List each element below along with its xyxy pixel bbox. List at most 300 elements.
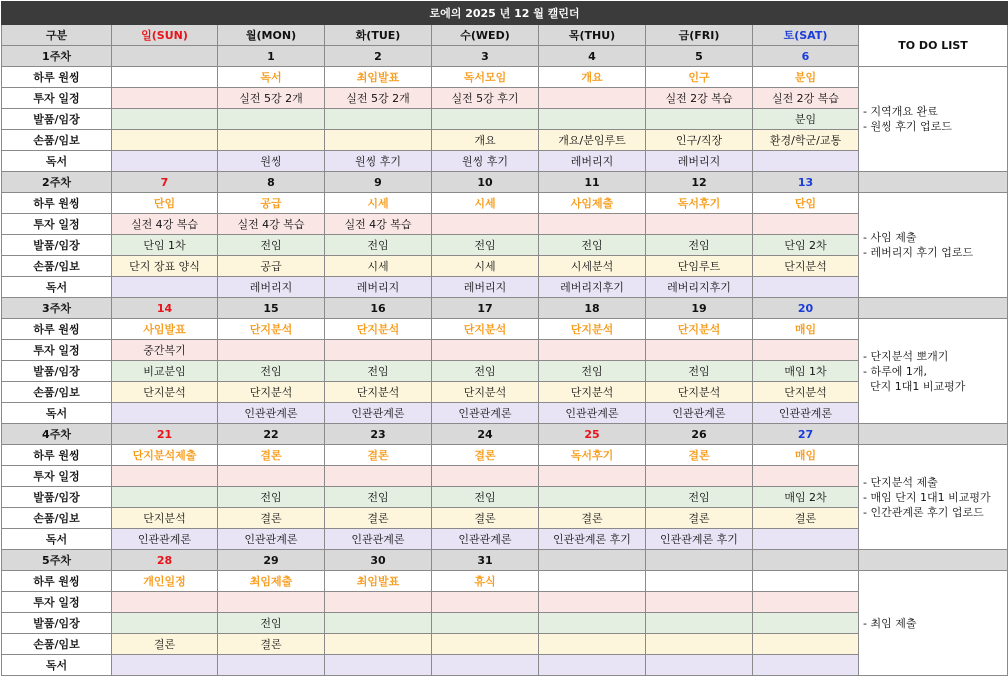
week-row <box>2 424 1008 445</box>
plan-cell[interactable]: 인관관계론 <box>432 529 539 550</box>
daily-event-cell[interactable]: 독서모임 <box>432 67 539 88</box>
plan-cell[interactable]: 전임 <box>325 487 432 508</box>
plan-cell[interactable] <box>218 466 325 487</box>
daily-event-cell[interactable]: 결론 <box>218 445 325 466</box>
plan-cell[interactable] <box>112 613 218 634</box>
header-day-tue: 화(TUE) <box>325 25 432 46</box>
plan-cell[interactable]: 인관관계론 <box>218 529 325 550</box>
todo-item: - 매임 단지 1대1 비교평가 <box>863 490 991 504</box>
plan-cell[interactable]: 인관관계론 <box>432 403 539 424</box>
plan-cell[interactable] <box>112 466 218 487</box>
plan-cell[interactable]: 레버리지 <box>432 277 539 298</box>
plan-cell[interactable]: 실전 5강 2개 <box>325 88 432 109</box>
plan-cell[interactable] <box>539 214 646 235</box>
date-cell[interactable]: 12 <box>646 172 753 193</box>
daily-event-cell[interactable]: 분임 <box>753 67 859 88</box>
date-cell[interactable]: 24 <box>432 424 539 445</box>
date-cell[interactable]: 16 <box>325 298 432 319</box>
date-cell[interactable]: 5 <box>646 46 753 67</box>
plan-cell[interactable] <box>646 613 753 634</box>
date-cell[interactable]: 13 <box>753 172 859 193</box>
plan-cell[interactable] <box>646 634 753 655</box>
plan-cell[interactable] <box>218 592 325 613</box>
plan-cell[interactable]: 단지분석 <box>112 508 218 529</box>
plan-cell[interactable] <box>325 655 432 676</box>
week-label: 4주차 <box>2 424 112 445</box>
date-cell[interactable]: 10 <box>432 172 539 193</box>
plan-cell[interactable] <box>753 214 859 235</box>
plan-row <box>2 466 1008 487</box>
row-label: 투자 일정 <box>2 592 112 613</box>
plan-cell[interactable]: 단지분석 <box>218 382 325 403</box>
daily-event-cell[interactable]: 개요 <box>539 67 646 88</box>
plan-cell[interactable]: 전임 <box>432 487 539 508</box>
plan-cell[interactable] <box>218 130 325 151</box>
plan-row <box>2 340 1008 361</box>
calendar-table <box>1 1 1008 676</box>
plan-cell[interactable] <box>432 109 539 130</box>
plan-cell[interactable] <box>646 592 753 613</box>
header-day-sat: 토(SAT) <box>753 25 859 46</box>
todo-item: - 최임 제출 <box>863 616 917 630</box>
todo-item: - 지역개요 완료 <box>863 105 938 118</box>
plan-cell[interactable] <box>112 487 218 508</box>
plan-cell[interactable]: 인관관계론 <box>325 529 432 550</box>
plan-cell[interactable] <box>432 466 539 487</box>
daily-event-cell[interactable] <box>112 67 218 88</box>
daily-event-cell[interactable]: 사임제출 <box>539 193 646 214</box>
plan-cell[interactable] <box>539 88 646 109</box>
plan-cell[interactable] <box>753 529 859 550</box>
row-label: 독서 <box>2 151 112 172</box>
date-cell[interactable]: 4 <box>539 46 646 67</box>
plan-row <box>2 655 1008 676</box>
plan-row <box>2 67 1008 88</box>
daily-event-cell[interactable]: 독서후기 <box>539 445 646 466</box>
plan-cell[interactable] <box>432 655 539 676</box>
header-day-fri: 금(FRI) <box>646 25 753 46</box>
plan-cell[interactable]: 레버리지후기 <box>646 277 753 298</box>
plan-cell[interactable] <box>753 466 859 487</box>
row-label: 발품/임장 <box>2 487 112 508</box>
plan-cell[interactable]: 인관관계론 <box>325 403 432 424</box>
plan-cell[interactable] <box>539 592 646 613</box>
todo-item: - 사임 제출 <box>863 231 917 244</box>
daily-event-cell[interactable]: 결론 <box>432 445 539 466</box>
plan-row <box>2 109 1008 130</box>
daily-event-cell[interactable]: 최임제출 <box>218 571 325 592</box>
row-label: 발품/임장 <box>2 361 112 382</box>
plan-cell[interactable]: 전임 <box>646 487 753 508</box>
header-row <box>2 25 1008 46</box>
todo-list[interactable] <box>859 319 1008 424</box>
plan-cell[interactable]: 분임 <box>753 109 859 130</box>
plan-cell[interactable]: 단임 1차 <box>112 235 218 256</box>
todo-list[interactable] <box>859 193 1008 298</box>
plan-cell[interactable]: 실전 2강 복습 <box>646 88 753 109</box>
date-cell[interactable]: 17 <box>432 298 539 319</box>
plan-cell[interactable] <box>753 277 859 298</box>
plan-cell[interactable]: 시세 <box>325 256 432 277</box>
daily-event-cell[interactable]: 단임 <box>753 193 859 214</box>
plan-cell[interactable]: 실전 5강 2개 <box>218 88 325 109</box>
plan-cell[interactable]: 실전 4강 복습 <box>325 214 432 235</box>
plan-cell[interactable]: 레버리지 <box>539 151 646 172</box>
plan-cell[interactable]: 단임루트 <box>646 256 753 277</box>
plan-cell[interactable]: 전임 <box>218 613 325 634</box>
week-label: 3주차 <box>2 298 112 319</box>
todo-spacer <box>859 424 1008 445</box>
plan-cell[interactable]: 단지 장표 양식 <box>112 256 218 277</box>
date-cell[interactable]: 19 <box>646 298 753 319</box>
plan-row <box>2 214 1008 235</box>
plan-cell[interactable]: 인관관계론 후기 <box>539 529 646 550</box>
plan-cell[interactable] <box>218 655 325 676</box>
row-label: 하루 원씽 <box>2 193 112 214</box>
plan-cell[interactable] <box>325 109 432 130</box>
todo-spacer <box>859 172 1008 193</box>
plan-cell[interactable]: 인관관계론 후기 <box>646 529 753 550</box>
daily-event-cell[interactable]: 최임발표 <box>325 571 432 592</box>
plan-cell[interactable]: 중간복기 <box>112 340 218 361</box>
plan-cell[interactable] <box>432 613 539 634</box>
week-row <box>2 298 1008 319</box>
plan-cell[interactable]: 전임 <box>539 361 646 382</box>
plan-cell[interactable]: 결론 <box>218 508 325 529</box>
plan-cell[interactable]: 결론 <box>753 508 859 529</box>
daily-event-cell[interactable]: 시세 <box>432 193 539 214</box>
date-cell[interactable]: 31 <box>432 550 539 571</box>
date-cell[interactable]: 29 <box>218 550 325 571</box>
plan-row <box>2 88 1008 109</box>
plan-cell[interactable] <box>753 592 859 613</box>
plan-cell[interactable]: 전임 <box>432 361 539 382</box>
plan-cell[interactable]: 단지분석 <box>539 382 646 403</box>
header-day-thu: 목(THU) <box>539 25 646 46</box>
plan-cell[interactable]: 결론 <box>432 508 539 529</box>
todo-item: - 원씽 후기 업로드 <box>863 120 952 133</box>
row-label: 손품/임보 <box>2 130 112 151</box>
plan-cell[interactable] <box>646 340 753 361</box>
plan-cell[interactable] <box>432 634 539 655</box>
row-label: 독서 <box>2 655 112 676</box>
plan-cell[interactable] <box>325 592 432 613</box>
row-label: 독서 <box>2 403 112 424</box>
plan-cell[interactable]: 인구/직장 <box>646 130 753 151</box>
plan-row <box>2 151 1008 172</box>
plan-cell[interactable]: 매임 1차 <box>753 361 859 382</box>
todo-item: - 단지분석 뽀개기 <box>863 349 949 363</box>
plan-cell[interactable]: 레버리지 <box>325 277 432 298</box>
daily-event-cell[interactable] <box>646 571 753 592</box>
daily-event-cell[interactable]: 사임발표 <box>112 319 218 340</box>
date-cell[interactable]: 20 <box>753 298 859 319</box>
plan-cell[interactable]: 매임 2차 <box>753 487 859 508</box>
plan-cell[interactable]: 결론 <box>325 508 432 529</box>
plan-cell[interactable] <box>753 151 859 172</box>
todo-spacer <box>859 550 1008 571</box>
daily-event-cell[interactable]: 개인일정 <box>112 571 218 592</box>
daily-event-cell[interactable]: 단지분석 <box>539 319 646 340</box>
plan-cell[interactable]: 원씽 후기 <box>432 151 539 172</box>
plan-cell[interactable]: 실전 5강 후기 <box>432 88 539 109</box>
todo-header: TO DO LIST <box>859 25 1008 67</box>
row-label: 하루 원씽 <box>2 319 112 340</box>
plan-cell[interactable] <box>432 340 539 361</box>
plan-cell[interactable] <box>753 655 859 676</box>
daily-event-cell[interactable]: 매임 <box>753 445 859 466</box>
plan-row <box>2 319 1008 340</box>
row-label: 하루 원씽 <box>2 571 112 592</box>
plan-cell[interactable]: 단임 2차 <box>753 235 859 256</box>
daily-event-cell[interactable]: 결론 <box>325 445 432 466</box>
date-cell[interactable]: 14 <box>112 298 218 319</box>
plan-cell[interactable]: 시세분석 <box>539 256 646 277</box>
plan-cell[interactable]: 공급 <box>218 256 325 277</box>
plan-cell[interactable]: 전임 <box>218 487 325 508</box>
daily-event-cell[interactable]: 단임 <box>112 193 218 214</box>
week-row <box>2 46 1008 67</box>
header-day-sun: 일(SUN) <box>112 25 218 46</box>
date-cell[interactable]: 9 <box>325 172 432 193</box>
daily-event-cell[interactable]: 시세 <box>325 193 432 214</box>
week-label: 2주차 <box>2 172 112 193</box>
plan-cell[interactable]: 전임 <box>539 235 646 256</box>
date-cell[interactable]: 8 <box>218 172 325 193</box>
plan-row <box>2 634 1008 655</box>
date-cell[interactable]: 3 <box>432 46 539 67</box>
row-label: 하루 원씽 <box>2 445 112 466</box>
plan-row <box>2 382 1008 403</box>
plan-cell[interactable] <box>325 340 432 361</box>
plan-cell[interactable]: 결론 <box>539 508 646 529</box>
plan-cell[interactable]: 단지분석 <box>325 382 432 403</box>
plan-row <box>2 256 1008 277</box>
plan-cell[interactable] <box>112 151 218 172</box>
plan-cell[interactable]: 실전 4강 복습 <box>112 214 218 235</box>
plan-cell[interactable]: 전임 <box>646 361 753 382</box>
week-label: 1주차 <box>2 46 112 67</box>
plan-cell[interactable] <box>646 466 753 487</box>
plan-cell[interactable]: 개요 <box>432 130 539 151</box>
plan-cell[interactable]: 전임 <box>218 361 325 382</box>
todo-spacer <box>859 298 1008 319</box>
plan-cell[interactable] <box>112 592 218 613</box>
date-cell[interactable] <box>753 550 859 571</box>
plan-cell[interactable]: 단지분석 <box>432 382 539 403</box>
plan-row <box>2 277 1008 298</box>
plan-cell[interactable]: 전임 <box>325 361 432 382</box>
row-label: 하루 원씽 <box>2 67 112 88</box>
daily-event-cell[interactable]: 독서후기 <box>646 193 753 214</box>
plan-cell[interactable] <box>112 655 218 676</box>
plan-cell[interactable] <box>539 109 646 130</box>
plan-cell[interactable]: 실전 2강 복습 <box>753 88 859 109</box>
plan-row <box>2 487 1008 508</box>
daily-event-cell[interactable]: 단지분석 <box>432 319 539 340</box>
date-cell[interactable]: 1 <box>218 46 325 67</box>
date-cell[interactable]: 28 <box>112 550 218 571</box>
plan-cell[interactable] <box>218 109 325 130</box>
daily-event-cell[interactable] <box>753 571 859 592</box>
todo-item: - 레버리지 후기 업로드 <box>863 246 974 259</box>
week-row <box>2 172 1008 193</box>
date-cell[interactable]: 18 <box>539 298 646 319</box>
plan-cell[interactable]: 전임 <box>325 235 432 256</box>
row-label: 손품/임보 <box>2 256 112 277</box>
date-cell[interactable]: 26 <box>646 424 753 445</box>
plan-cell[interactable] <box>539 340 646 361</box>
plan-row <box>2 592 1008 613</box>
daily-event-cell[interactable]: 독서 <box>218 67 325 88</box>
daily-event-cell[interactable]: 단지분석제출 <box>112 445 218 466</box>
plan-cell[interactable]: 단지분석 <box>753 256 859 277</box>
plan-cell[interactable]: 개요/분임루트 <box>539 130 646 151</box>
plan-cell[interactable] <box>646 109 753 130</box>
plan-cell[interactable] <box>112 277 218 298</box>
plan-cell[interactable]: 결론 <box>218 634 325 655</box>
row-label: 투자 일정 <box>2 340 112 361</box>
row-label: 발품/임장 <box>2 109 112 130</box>
plan-cell[interactable] <box>325 613 432 634</box>
header-day-mon: 월(MON) <box>218 25 325 46</box>
plan-cell[interactable] <box>539 487 646 508</box>
week-label: 5주차 <box>2 550 112 571</box>
plan-cell[interactable] <box>432 214 539 235</box>
daily-event-cell[interactable]: 인구 <box>646 67 753 88</box>
plan-row <box>2 130 1008 151</box>
date-cell[interactable]: 25 <box>539 424 646 445</box>
daily-event-cell[interactable]: 휴식 <box>432 571 539 592</box>
plan-cell[interactable]: 인관관계론 <box>539 403 646 424</box>
plan-cell[interactable]: 인관관계론 <box>753 403 859 424</box>
plan-cell[interactable] <box>753 613 859 634</box>
plan-row <box>2 403 1008 424</box>
calendar-title: 로에의 2025 년 12 월 캘린더 <box>2 2 1008 25</box>
plan-cell[interactable]: 전임 <box>646 235 753 256</box>
row-label: 독서 <box>2 277 112 298</box>
todo-list[interactable] <box>859 445 1008 550</box>
plan-cell[interactable] <box>218 340 325 361</box>
row-label: 독서 <box>2 529 112 550</box>
daily-event-cell[interactable]: 단지분석 <box>325 319 432 340</box>
plan-cell[interactable]: 결론 <box>112 634 218 655</box>
plan-row <box>2 193 1008 214</box>
plan-cell[interactable]: 인관관계론 <box>218 403 325 424</box>
plan-cell[interactable]: 레버리지 <box>646 151 753 172</box>
date-cell[interactable] <box>646 550 753 571</box>
plan-cell[interactable]: 원씽 <box>218 151 325 172</box>
plan-row <box>2 571 1008 592</box>
plan-cell[interactable] <box>325 130 432 151</box>
week-row <box>2 550 1008 571</box>
plan-row <box>2 361 1008 382</box>
plan-cell[interactable] <box>539 655 646 676</box>
plan-cell[interactable]: 레버리지후기 <box>539 277 646 298</box>
date-cell[interactable] <box>539 550 646 571</box>
plan-cell[interactable] <box>539 466 646 487</box>
plan-cell[interactable] <box>539 634 646 655</box>
plan-cell[interactable]: 단지분석 <box>753 382 859 403</box>
date-cell[interactable]: 11 <box>539 172 646 193</box>
plan-cell[interactable] <box>539 613 646 634</box>
row-label: 투자 일정 <box>2 214 112 235</box>
plan-cell[interactable] <box>325 634 432 655</box>
date-cell[interactable]: 15 <box>218 298 325 319</box>
row-label: 손품/임보 <box>2 508 112 529</box>
todo-item: 단지 1대1 비교평가 <box>863 379 966 393</box>
plan-row <box>2 445 1008 466</box>
daily-event-cell[interactable]: 최임발표 <box>325 67 432 88</box>
plan-cell[interactable]: 인관관계론 <box>646 403 753 424</box>
todo-item: - 하루에 1개, <box>863 364 927 378</box>
todo-item: - 인간관계론 후기 업로드 <box>863 505 984 519</box>
todo-list[interactable] <box>859 67 1008 172</box>
plan-cell[interactable] <box>112 403 218 424</box>
daily-event-cell[interactable] <box>539 571 646 592</box>
plan-cell[interactable] <box>112 130 218 151</box>
todo-item: - 단지분석 제출 <box>863 475 938 489</box>
plan-row <box>2 529 1008 550</box>
date-cell[interactable]: 7 <box>112 172 218 193</box>
row-label: 발품/임장 <box>2 613 112 634</box>
row-label: 발품/임장 <box>2 235 112 256</box>
row-label: 투자 일정 <box>2 88 112 109</box>
daily-event-cell[interactable]: 매임 <box>753 319 859 340</box>
daily-event-cell[interactable]: 결론 <box>646 445 753 466</box>
row-label: 투자 일정 <box>2 466 112 487</box>
date-cell[interactable]: 21 <box>112 424 218 445</box>
plan-cell[interactable]: 인관관계론 <box>112 529 218 550</box>
plan-cell[interactable]: 단지분석 <box>112 382 218 403</box>
header-day-wed: 수(WED) <box>432 25 539 46</box>
date-cell[interactable]: 2 <box>325 46 432 67</box>
plan-cell[interactable]: 결론 <box>646 508 753 529</box>
header-category: 구분 <box>2 25 112 46</box>
plan-cell[interactable]: 전임 <box>432 235 539 256</box>
date-cell[interactable] <box>112 46 218 67</box>
plan-cell[interactable]: 원씽 후기 <box>325 151 432 172</box>
plan-cell[interactable]: 환경/학군/교통 <box>753 130 859 151</box>
daily-event-cell[interactable]: 단지분석 <box>218 319 325 340</box>
date-cell[interactable]: 22 <box>218 424 325 445</box>
plan-cell[interactable] <box>646 214 753 235</box>
plan-row <box>2 613 1008 634</box>
plan-cell[interactable]: 단지분석 <box>646 382 753 403</box>
date-cell[interactable]: 23 <box>325 424 432 445</box>
daily-event-cell[interactable]: 공급 <box>218 193 325 214</box>
plan-cell[interactable]: 시세 <box>432 256 539 277</box>
plan-cell[interactable] <box>325 466 432 487</box>
plan-row <box>2 508 1008 529</box>
date-cell[interactable]: 27 <box>753 424 859 445</box>
daily-event-cell[interactable]: 단지분석 <box>646 319 753 340</box>
plan-cell[interactable] <box>753 340 859 361</box>
plan-cell[interactable] <box>646 655 753 676</box>
plan-cell[interactable]: 비교분임 <box>112 361 218 382</box>
plan-cell[interactable] <box>112 109 218 130</box>
plan-cell[interactable] <box>112 88 218 109</box>
todo-list[interactable] <box>859 571 1008 676</box>
plan-cell[interactable] <box>432 592 539 613</box>
plan-cell[interactable]: 전임 <box>218 235 325 256</box>
date-cell[interactable]: 30 <box>325 550 432 571</box>
plan-cell[interactable]: 실전 4강 복습 <box>218 214 325 235</box>
row-label: 손품/임보 <box>2 634 112 655</box>
plan-cell[interactable] <box>753 634 859 655</box>
date-cell[interactable]: 6 <box>753 46 859 67</box>
plan-cell[interactable]: 레버리지 <box>218 277 325 298</box>
